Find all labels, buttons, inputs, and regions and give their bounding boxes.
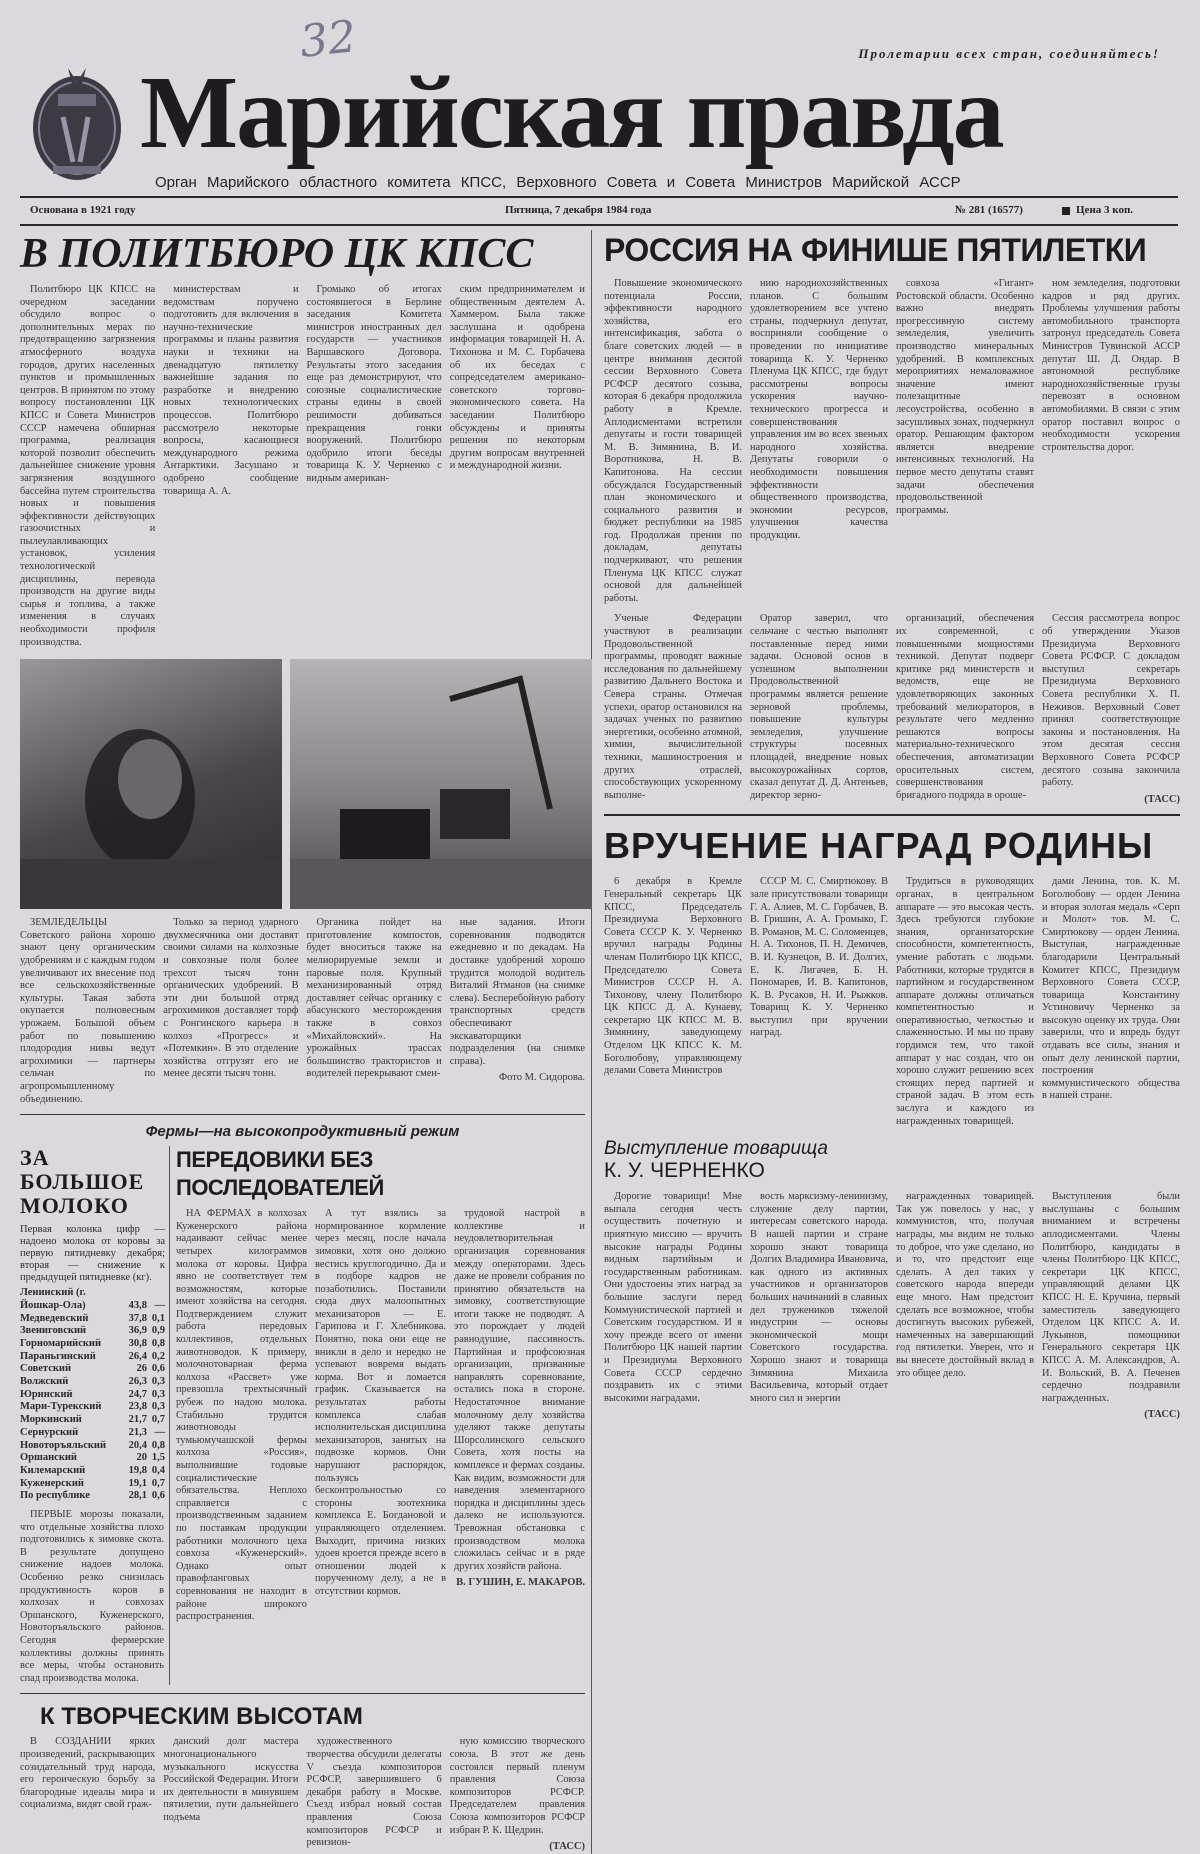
district-name: Медведевский [20, 1312, 89, 1324]
photo-credit: Фото М. Сидорова. [498, 1072, 585, 1084]
district-name: Параньгинский [20, 1350, 96, 1362]
awards-headline: ВРУЧЕНИЕ НАГРАД РОДИНЫ [604, 825, 1154, 867]
yield-drop: 0,6 [151, 1490, 165, 1502]
district-name: Мари-Турекский [20, 1401, 102, 1413]
left-half [20, 230, 592, 1854]
milk-yield: 30,8 [128, 1337, 148, 1349]
district-name: Волжский [20, 1376, 69, 1388]
awards-source: (ТАСС) [1144, 1409, 1180, 1421]
issue-number: № 281 (16577) [955, 204, 1023, 216]
yield-drop: 0,7 [151, 1414, 165, 1426]
yield-drop: 0,3 [151, 1376, 165, 1388]
yield-drop: — [154, 1426, 165, 1438]
russia-headline: РОССИЯ НА ФИНИШЕ ПЯТИЛЕТКИ [604, 232, 1147, 268]
district-name: Сернурский [20, 1426, 79, 1438]
milk-yield: 23,8 [128, 1401, 148, 1413]
table-row [20, 1427, 165, 1440]
table-row [20, 1287, 165, 1312]
creative-column: ную комиссию творческого союза. В этот же день состоялся первый пленум правления Союза композиторов РСФСР. Председателем правления Союза композиторов РСФСР избран Р. К. Щедрин. (ТАСС) [449, 1736, 585, 1853]
table-row [20, 1325, 165, 1338]
bullet-square-icon [1062, 207, 1070, 215]
speech-column: Дорогие товарищи! Мне выпала сегодня честь осуществить почетную и приятную миссию — вручить высокие награды Родины видным партийным и государственным работникам. Они удостоены этих наград за большие заслуги перед Коммунистической партией и Советским государством. И я хочу прежде всего от имени Политбюро ЦК нашей партии и Президиума Верховного Совета СССР сердечно поздравить их с этими высокими наградами. [604, 1191, 742, 1404]
table-row [20, 1389, 165, 1402]
milk-yield: 20 [136, 1452, 148, 1464]
milk-yield: 37,8 [128, 1312, 148, 1324]
politburo-column: Громыко об итогах состоявшегося в Берлине заседания Комитета министров иностранных дел государств — участников Варшавского Договора. Результаты этого заседания еще раз демонстрируют, что союзные социалистические страны едины в своей решимости добиваться прекращения гонки вооружений. Политбюро одобрило итоги беседы товарища К. У. Черненко с видным американ- [306, 284, 442, 484]
russia-column-end: Сессия рассмотрела вопрос об утверждении Указов Президиума Верховного Совета РСФСР. С докладом выступил секретарь Президиума Верховного Совета республики Х. П. Неживов. Верховный Совет принял соответствующие законы и постановления. На этом десятая сессия Верховного Совета РСФСР десятого созыва закончила работу. (ТАСС) [1042, 613, 1180, 805]
politburo-column: Политбюро ЦК КПСС на очередном заседании обсудило вопрос о дополнительных мерах по предотвращению загрязнения атмосферного воздуха городов, других населенных пунктов и промышленных центров. В принятом по этому вопросу постановлении ЦК КПСС и Совета Министров СССР намечена обширная программа, реализация которой позволит обеспечить дальнейшее снижение уровня загрязнения воздушного бассейна путем строительства новых и повышения эффективности действующих газоочистных и пылеулавливающих установок, усиления технологической дисциплины, перевода производств на другие виды сырья и топлива, а также изменения в случаях необходимости профиля производства. [20, 284, 156, 648]
milk-yield: 19,8 [128, 1464, 148, 1476]
district-name: Ленинский (г. Йошкар-Ола) [20, 1287, 86, 1311]
district-name: Звениговский [20, 1325, 87, 1337]
table-row [20, 1465, 165, 1478]
table-row [20, 1490, 165, 1503]
table-row [20, 1401, 165, 1414]
photo-caption-column: ЗЕМЛЕДЕЛЬЦЫ Советского района хорошо знают цену органическим удобрениям и с каждым годом увеличивают их внесение под все сельскохозяйственные культуры. Такая забота окупается полновесным урожаем. Большой объем работ по повышению плодородия нивы ведут агрохимики — партнеры сельчан по агропромышленному объединению. [20, 917, 156, 1105]
milk-yield: 26,3 [128, 1376, 148, 1388]
yield-drop: 0,1 [151, 1312, 165, 1324]
issue-date: Пятница, 7 декабря 1984 года [505, 204, 652, 216]
speech-column: Выступления были выслушаны с большим вниманием и встречены аплодисментами. Члены Политбюро, кандидаты в члены Политбюро ЦК КПСС, секретари ЦК КПСС, управляющий делами ЦК КПСС Н. Е. Кручина, первый заместитель заведующего Отделом ЦК КПСС А. И. Лукьянов, помощники Генерального секретаря ЦК КПСС А. М. Александров, А. И. Вольский, В. А. Печенев сердечно поздравили награжденных. (ТАСС) [1042, 1191, 1180, 1421]
photo-excavator [290, 659, 592, 909]
milk-yield: 26,4 [128, 1350, 148, 1362]
photo-driver [20, 659, 282, 909]
district-name: Оршанский [20, 1452, 77, 1464]
awards-column: Трудиться в руководящих органах, в центральном аппарате — это высокая честь. Здесь требуются глубокие знания, организаторские способности, компетентность, умение работать с людьми. Работники, которые трудятся в партийном и государственном аппарате должны отличаться компетентностью и оперативностью, четкостью и слаженностью. И мы по праву гордимся тем, что такой аппарат у нас создан, что он хорошо служит решению всех стоящих перед партией и страной задач. В этом есть заслуга и каждого из награжденных товарищей. [896, 876, 1034, 1127]
leaders-headline: ПЕРЕДОВИКИ БЕЗ ПОСЛЕДОВАТЕЛЕЙ [176, 1147, 384, 1201]
yield-drop: 0,6 [151, 1363, 165, 1375]
russia-column: Повышение экономического потенциала России, эффективности народного хозяйства, его интенсификация, забота о благе советских людей — в центре внимания десятой сессии Верховного Совета РСФСР десятого созыва, которая 6 декабря продолжила работу в Кремле. Аплодисментами встретили депутаты и гости товарищей М. В. Зимянина, В. И. Воротникова, Н. В. Капитонова. На сессии обсуждался Государственный план экономического и социального развития и бюджет республики на 1985 год. Продолжая прения по докладам, депутаты подчеркивают, что решения Пленума ЦК КПСС служат основой для дальнейшей работы. [604, 278, 742, 604]
yield-drop: 1,5 [151, 1452, 165, 1464]
milk-yield: 24,7 [128, 1388, 148, 1400]
price: Цена 3 коп. [1076, 204, 1134, 216]
politburo-headline: В ПОЛИТБЮРО ЦК КПСС [20, 231, 534, 277]
table-row [20, 1440, 165, 1453]
creative-column: В СОЗДАНИИ ярких произведений, раскрывающих созидательный труд народа, его героическую борьбу за благородные идеалы мира и социализма, видят свой граж- [20, 1736, 156, 1811]
milk-intro: Первая колонка цифр — надоено молока от коровы за первую пятидневку декабря; вторая — снижение к предыдущей пятидневке (кг). [20, 1224, 165, 1284]
yield-drop: 0,9 [151, 1325, 165, 1337]
awards-column: 6 декабря в Кремле Генеральный секретарь ЦК КПСС, Председатель Президиума Верховного Совета СССР К. У. Черненко вручил награды Родины членам Политбюро ЦК КПСС, Председателю Совета Министров СССР Н. А. Тихонову, члену Политбюро ЦК КПСС Д. А. Кунаеву, секретарю ЦК КПСС М. В. Зимянину, заведующему Отделом ЦК КПСС К. М. Боголюбову, управляющему делами Совета Министров [604, 876, 742, 1077]
creative-column: данский долг мастера многонационального музыкального искусства Российской Федерации. Итоги их деятельности в минувшем пятилетии, пути дальнейшего подъема [163, 1736, 299, 1823]
milk-section [20, 1146, 170, 1685]
yield-drop: 0,8 [151, 1439, 165, 1451]
politburo-column: министерствам и ведомствам поручено подготовить для включения в научно-технические программы и планы развития науки и техники на двенадцатую пятилетку важнейшие задания по разработке и внедрению новых технологических процессов. Политбюро рассмотрело некоторые вопросы, касающиеся международного режима Антарктики. Засушано и одобрено сообщение товарища А. А. [163, 284, 299, 497]
speech-headline [604, 1138, 1180, 1183]
founded-note: Основана в 1921 году [30, 204, 136, 216]
table-row [20, 1478, 165, 1491]
awards-column: дами Ленина, тов. К. М. Боголюбову — орден Ленина и вторая золотая медаль «Серп и Молот» тов. М. С. Смиртюкову — орден Ленина. Выступая, награжденные благодарили Центральный Комитет КПСС, Президиум Верховного Совета СССР, товарища Константину Устиновичу Черненко за высокую оценку их труда. Они заверили, что и впредь будут отдавать все силы, знания и опыт делу ленинской партии, построения коммунистического общества в нашей стране. [1042, 876, 1180, 1102]
table-row [20, 1313, 165, 1326]
photo-caption-column: Органика пойдет на приготовление компостов, будет вноситься также на мелиорируемые земли и паровые поля. Крупный механизированный отряд доставляет сейчас органику с абасунского месторождения также в совхоз «Михайловский». На урожайных трассах большинство трактористов и водителей перекрывают смен- [306, 917, 442, 1080]
creative-column: художественного творчества обсудили делегаты V съезда композиторов РСФСР, завершившего 6 декабря работу в Москве. Съезд избрал новый состав правления Союза композиторов РСФСР и ревизион- [306, 1736, 442, 1849]
russia-column-end: Ученые Федерации участвуют в реализации Продовольственной программы, проводят важные исследования по дальнейшему развитию Дальнего Востока и Севера страны. Отмечая успехи, оратор остановился на задачах ученых по развитию энергетики, особенно атомной, химии, вычислительной техники, машиностроения и других отраслей, способствующих ускоренному выполне- [604, 613, 742, 801]
russia-column-end: Оратор заверил, что сельчане с честью выполнят поставленные перед ними задачи. Основой основ в успешном выполнении Продовольственной программы является решение зерновой проблемы, повышение культуры земледелия, улучшение структуры посевных площадей, внедрение новых высокоурожайных сортов, сказал депутат Д. Д. Антеньев, директор зерно- [750, 613, 888, 801]
table-row [20, 1376, 165, 1389]
milk-yield: 43,8 [128, 1299, 148, 1311]
creative-source: (ТАСС) [549, 1841, 585, 1853]
right-half [604, 230, 1180, 1422]
speech-column: награжденных товарищей. Так уж повелось у нас, у коммунистов, что, получая награды, мы видим не только то доброе, что уже сделано, но и то, что предстоит еще сделать. А дел таких у советского народа впереди еще много. Нам предстоит сделать все возможное, чтобы достигнуть высоких рубежей, намеченных на завершающий год пятилетки. Уверен, что и вы внесете достойный вклад в это общее дело. [896, 1191, 1034, 1379]
newspaper-title: Марийская правда [140, 55, 1003, 170]
farms-rubric: Фермы—на высокопродуктивный режим [145, 1123, 460, 1141]
leaders-authors: В. ГУШИН, Е. МАКАРОВ. [456, 1577, 585, 1589]
yield-drop: 0,3 [151, 1401, 165, 1413]
russia-column: ном земледелия, подготовки кадров и ряд других. Проблемы улучшения работы автомобильного транспорта затронул председатель Совета Министров Тувинской АССР депутат Ш. Д. Ондар. В автономной республике народнохозяйственные грузы перевозят в основном автомобилями. В связи с этим оратор поставил вопрос о необходимости ускорения строительства дорог. [1042, 278, 1180, 453]
leaders-column: НА ФЕРМАХ в колхозах Куженерского района надаивают сейчас менее четырех килограммов молока от коровы. Цифра явно не соответствует тем возможностям, которые имеют хозяйства на сегодня. Подтверждением служит работа передовых коллективов, отдельных животноводов. К примеру, молочнотоварная ферма колхоза «Рассвет» уже превзошла трехтысячный рубеж по надою молока. Стабильно трудятся животноводы тумьюмучашской фермы колхоза «Россия», выполнившие годовые социалистические обязательства. Неплохо справляется с производственным заданием по поставкам продукции работники молочного цеха совхоза «Куженерский». Однако опыт правофланговых соревнования не находит в районе широкого распространения. [176, 1208, 307, 1623]
district-name: Килемарский [20, 1464, 86, 1476]
yield-drop: 0,8 [151, 1337, 165, 1349]
milk-yield: 19,1 [128, 1477, 148, 1489]
politburo-column: ским предпринимателем и общественным деятелем А. Хаммером. Была также заслушана и одобрена информация товарищей Н. А. Тихонова и М. С. Горбачева об их беседах с сопредседателем американо-советского торгово-экономического совета. На заседании Политбюро обсуждены и приняты решения по некоторым другим вопросам внутренней и международной жизни. [449, 284, 585, 472]
milk-yield: 21,3 [128, 1426, 148, 1438]
masthead-slogan: Пролетарии всех стран, соединяйтесь! [858, 46, 1160, 61]
speech-column: вость марксизму-ленинизму, служение делу партии, интересам советского народа. В нашей партии и стране хорошо знают товарища Долгих Владимира Ивановича, как одного из активных участников и организаторов больших начинаний в славных дел тружеников тяжелой индустрии — основы экономической мощи Советского государства. Хорошо знают и товарища Зимянина Михаила Васильевича, который отдает много сил и энергии [750, 1191, 888, 1404]
speech-title-line1: Выступление товарища [604, 1138, 829, 1160]
masthead-subtitle: Орган Марийского областного комитета КПСС, Верховного Совета и Совета Министров Марийской АССР [155, 174, 961, 191]
archive-handwritten-number: 32 [297, 11, 359, 68]
russia-column: совхоза «Гигант» Ростовской области. Особенно важно внедрять прогрессивную систему земледелия, увеличить производство минеральных удобрений. В комплексных мероприятиях немаловажное значение имеют полезащитные лесоустройства, особенно в засушливых зонах, подчеркнул оратор. Решающим фактором является внедрение интенсивных технологий. На первое место депутаты ставят задачи обеспечения продовольственной программы. [896, 278, 1034, 516]
district-name: Моркинский [20, 1414, 82, 1426]
yield-drop: 0,3 [151, 1388, 165, 1400]
district-name: Новоторъяльский [20, 1439, 107, 1451]
table-row [20, 1414, 165, 1427]
photo-caption-column: Только за период ударного двухмесячника они доставят своими силами на колхозные и совхозные поля более трехсот тысяч тонн органических удобрений. В эти дни большой отряд агрохимиков доставляет торф с Ронгинского карьера в колхоз «Прогресс» и «Потемкин». В это отделение хозяйства отгрузят его не менее десяти тысяч тонн. [163, 917, 299, 1080]
russia-column: нию народнохозяйственных планов. С большим удовлетворением все учтено страны, подчеркнул депутат, восприняли сообщение о проведении по инициативе товарища К. У. Черненко Пленума ЦК КПСС, где будут рассмотрены вопросы ускорения научно-технического прогресса и совершенствования управления им во всех звеньях народного хозяйства. Депутаты говорили о необходимости повышения эффективности общественного производства, экономии ресурсов, улучшения качества продукции. [750, 278, 888, 541]
leaders-column: А тут взялись за нормированное кормление через месяц, после начала зимовки, хотя оно должно вестись круглогодично. Да и в подборе кадров не позаботились. Поставили сюда двух малоопытных механизаторов — Е. Гарипова и Г. Хлебникова. Понятно, пока они еще не вникли в дело и нередко не успевают вовремя выдать корма. Вот и ломается график. Сказывается на результатах работы комплекса слабая исполнительская дисциплина механизаторов, занятых на подвозке кормов. Они нарушают распорядок, пользуясь бесконтрольностью со стороны зоотехника комплекса Е. Богдановой и управляющего отделением. Выходит, причина низких удоев кроется прежде всего в отношении людей к порученному делу, а не в отсутствии кормов. [315, 1208, 446, 1597]
milk-yield: 21,7 [128, 1414, 148, 1426]
table-row [20, 1363, 165, 1376]
district-name: Советский [20, 1363, 71, 1375]
milk-yield: 20,4 [128, 1439, 148, 1451]
district-name: Куженерский [20, 1477, 84, 1489]
milk-yield-table [20, 1224, 165, 1503]
russia-source: (ТАСС) [1144, 793, 1180, 805]
leaders-column: трудовой настрой в коллективе и неудовлетворительная организация соревнования между операторами. Здесь даже не провели собрания по принятию обязательств на зимовку, соответствующие итоги также не подводят. А это порождает у людей равнодушие, пассивность. Партийная и профсоюзная организации, призванные направлять соревнование, остались пока в стороне. Недостаточное внимание молочному делу хозяйства уделяют также депутаты Шорсолинского сельского Совета, хотя посты на комплексе и фермах созданы. Как видим, возможности для наведения элементарного порядка и дисциплины здесь далеко не используются. Тревожная обстановка с производством молока сложилась сейчас и в ряде других хозяйств района. В. ГУШИН, Е. МАКАРОВ. [454, 1208, 585, 1589]
yield-drop: — [154, 1299, 165, 1311]
emblem-icon [28, 62, 126, 182]
table-row [20, 1338, 165, 1351]
photo-caption-column: ные задания. Итоги соревнования подводятся ежедневно и по декадам. На доставке удобрений хорошо трудится молодой водитель Виталий Ятманов (на снимке слева). Бесперебойную работу транспортных средств обеспечивают экскаваторщики подразделения (на снимке справа). Фото М. Сидорова. [449, 917, 585, 1084]
district-name: Юринский [20, 1388, 73, 1400]
milk-headline: ЗА БОЛЬШОЕ МОЛОКО [20, 1145, 145, 1219]
milk-text: ПЕРВЫЕ морозы показали, что отдельные хозяйства плохо подготовились к зимовке скота. В результате допущено снижение надоев молока. Особенно резко снизилась продуктивность коров в колхозах и совхозах Оршанского, Куженерского, Новоторъяльского районов. Сегодня фермерские коллективы должны принять все меры, чтобы остановить спад производства молока. [20, 1509, 164, 1684]
yield-drop: 0,4 [151, 1464, 165, 1476]
speech-title-line2: К. У. ЧЕРНЕНКО [604, 1159, 765, 1183]
awards-column: СССР М. С. Смиртюкову. В зале присутствовали товарищи Г. А. Алиев, М. С. Горбачев, В. В. Гришин, А. А. Громыко, Г. В. Романов, М. С. Соломенцев, Н. А. Тихонов, П. Н. Демичев, В. И. Кузнецов, В. И. Долгих, Е. К. Лигачев, Б. Н. Пономарев, И. В. Капитонов, К. В. Русаков, Н. И. Рыжков. Товарищ К. У. Черненко выступил при вручении наград. [750, 876, 888, 1039]
milk-yield: 36,9 [128, 1325, 148, 1337]
milk-yield: 28,1 [128, 1490, 148, 1502]
district-name: Горномарийский [20, 1337, 102, 1349]
creative-headline: К ТВОРЧЕСКИМ ВЫСОТАМ [40, 1703, 363, 1731]
table-row [20, 1452, 165, 1465]
leaders-section [176, 1146, 585, 1624]
table-row [20, 1351, 165, 1364]
yield-drop: 0,2 [151, 1350, 165, 1362]
yield-drop: 0,7 [151, 1477, 165, 1489]
russia-column-end: организаций, обеспечения их современной, с повышенными мощностями техникой. Депутат подверг критике ряд министерств и ведомств, еще не удовлетворяющих законных требований мелиораторов, в результате чего медленно решаются вопросы материально-технического обеспечения, автоматизации оросительных систем, совершенствования бригадного подряда в ороше- [896, 613, 1034, 801]
milk-yield: 26 [136, 1363, 148, 1375]
district-name: По республике [20, 1490, 90, 1502]
